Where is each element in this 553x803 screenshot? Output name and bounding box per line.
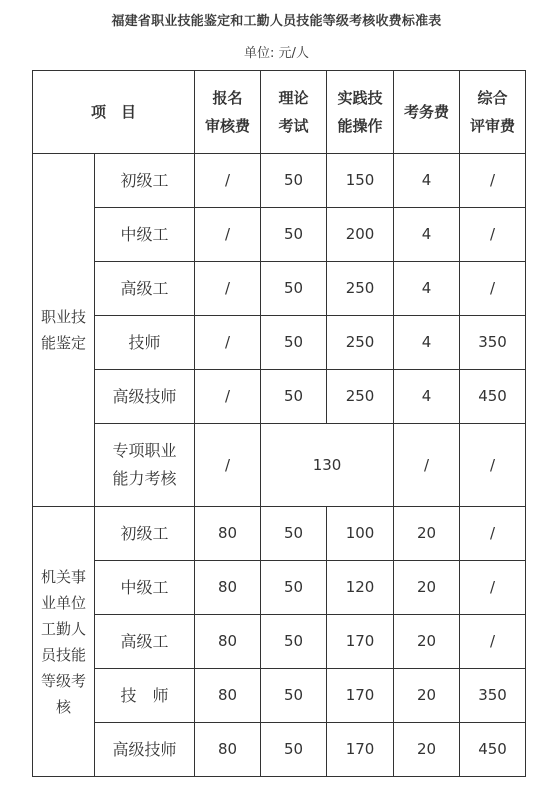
table-row — [33, 208, 526, 262]
table-row — [33, 669, 526, 723]
fee-cell: 50 — [261, 370, 327, 424]
fee-cell: 4 — [394, 208, 460, 262]
fee-cell: 4 — [394, 154, 460, 208]
header-line: 审核费 — [205, 117, 251, 135]
fee-cell: / — [195, 208, 261, 262]
fee-cell: 50 — [261, 561, 327, 615]
header-row — [33, 71, 526, 154]
fee-cell: 50 — [261, 723, 327, 777]
header-item: 项 目 — [33, 71, 195, 154]
header-line: 理论 — [278, 89, 309, 107]
level-cell: 高级工 — [95, 262, 195, 316]
fee-cell: 20 — [394, 615, 460, 669]
level-cell-special — [95, 424, 195, 507]
level-cell: 技 师 — [95, 669, 195, 723]
fee-cell: / — [195, 424, 261, 507]
fee-cell: 200 — [327, 208, 394, 262]
section-label-institution-workers — [33, 507, 95, 777]
fee-cell: 100 — [327, 507, 394, 561]
header-line: 实践技 — [337, 89, 383, 107]
section-label-line: 员技能 — [40, 645, 86, 664]
fee-cell: / — [195, 316, 261, 370]
table-row — [33, 154, 526, 208]
fee-cell: / — [460, 615, 526, 669]
level-cell: 技师 — [95, 316, 195, 370]
fee-cell: 50 — [261, 154, 327, 208]
section-label-line: 机关事 — [40, 567, 86, 586]
header-theory-exam — [261, 71, 327, 154]
fee-cell: 50 — [261, 615, 327, 669]
fee-cell: 4 — [394, 370, 460, 424]
table-row — [33, 424, 526, 507]
fee-cell: 80 — [195, 561, 261, 615]
section-label-line: 工勤人 — [40, 619, 86, 638]
fee-cell: 50 — [261, 208, 327, 262]
fee-cell: 50 — [261, 262, 327, 316]
table-row — [33, 723, 526, 777]
fee-cell: 350 — [460, 669, 526, 723]
fee-cell: 250 — [327, 262, 394, 316]
section-label-line: 业单位 — [40, 593, 86, 612]
header-exam-admin-fee: 考务费 — [394, 71, 460, 154]
fee-cell: 250 — [327, 370, 394, 424]
fee-cell: 50 — [261, 507, 327, 561]
level-cell: 中级工 — [95, 561, 195, 615]
fee-cell: 450 — [460, 723, 526, 777]
level-cell: 中级工 — [95, 208, 195, 262]
header-practical-skill — [327, 71, 394, 154]
fee-cell: / — [394, 424, 460, 507]
table-row — [33, 262, 526, 316]
fee-cell: 170 — [327, 723, 394, 777]
level-cell: 初级工 — [95, 154, 195, 208]
header-line: 综合 — [477, 89, 508, 107]
fee-cell: 20 — [394, 507, 460, 561]
section-label-line: 核 — [55, 697, 71, 716]
fee-cell: 4 — [394, 316, 460, 370]
fee-cell: 250 — [327, 316, 394, 370]
fee-cell: 150 — [327, 154, 394, 208]
table-row — [33, 507, 526, 561]
fee-cell: 50 — [261, 316, 327, 370]
table-row — [33, 615, 526, 669]
level-cell: 高级技师 — [95, 370, 195, 424]
fee-cell: 170 — [327, 615, 394, 669]
fee-cell: / — [460, 154, 526, 208]
fee-cell: / — [460, 561, 526, 615]
level-line: 能力考核 — [112, 469, 177, 488]
level-cell: 初级工 — [95, 507, 195, 561]
fee-cell: 80 — [195, 669, 261, 723]
table-row — [33, 370, 526, 424]
fee-cell: 170 — [327, 669, 394, 723]
section-label-line: 等级考 — [40, 671, 86, 690]
header-registration-fee — [195, 71, 261, 154]
section-label-line: 能鉴定 — [40, 334, 86, 352]
fee-cell: 4 — [394, 262, 460, 316]
fee-cell: 80 — [195, 615, 261, 669]
fee-cell-merged: 130 — [261, 424, 394, 507]
header-review-fee — [460, 71, 526, 154]
fee-cell: 80 — [195, 507, 261, 561]
page-title: 福建省职业技能鉴定和工勤人员技能等级考核收费标准表 — [111, 14, 442, 29]
header-line: 能操作 — [337, 117, 383, 135]
unit-note: 单位: 元/人 — [244, 46, 309, 61]
fee-cell: / — [195, 262, 261, 316]
fee-cell: 450 — [460, 370, 526, 424]
level-line: 专项职业 — [112, 441, 177, 460]
fee-cell: 20 — [394, 669, 460, 723]
fee-cell: / — [460, 262, 526, 316]
header-line: 考试 — [278, 117, 309, 135]
fee-cell: / — [195, 370, 261, 424]
fee-cell: / — [460, 208, 526, 262]
fee-cell: / — [195, 154, 261, 208]
fee-cell: 120 — [327, 561, 394, 615]
fee-cell: 50 — [261, 669, 327, 723]
fee-cell: / — [460, 507, 526, 561]
section-label-line: 职业技 — [40, 308, 86, 326]
fee-cell: 350 — [460, 316, 526, 370]
fee-cell: / — [460, 424, 526, 507]
fee-cell: 20 — [394, 561, 460, 615]
section-label-vocational — [33, 154, 95, 507]
fee-cell: 20 — [394, 723, 460, 777]
table-row — [33, 561, 526, 615]
fee-cell: 80 — [195, 723, 261, 777]
fee-table — [32, 70, 526, 777]
level-cell: 高级技师 — [95, 723, 195, 777]
header-line: 报名 — [212, 89, 243, 107]
table-row — [33, 316, 526, 370]
header-line: 评审费 — [470, 117, 516, 135]
level-cell: 高级工 — [95, 615, 195, 669]
